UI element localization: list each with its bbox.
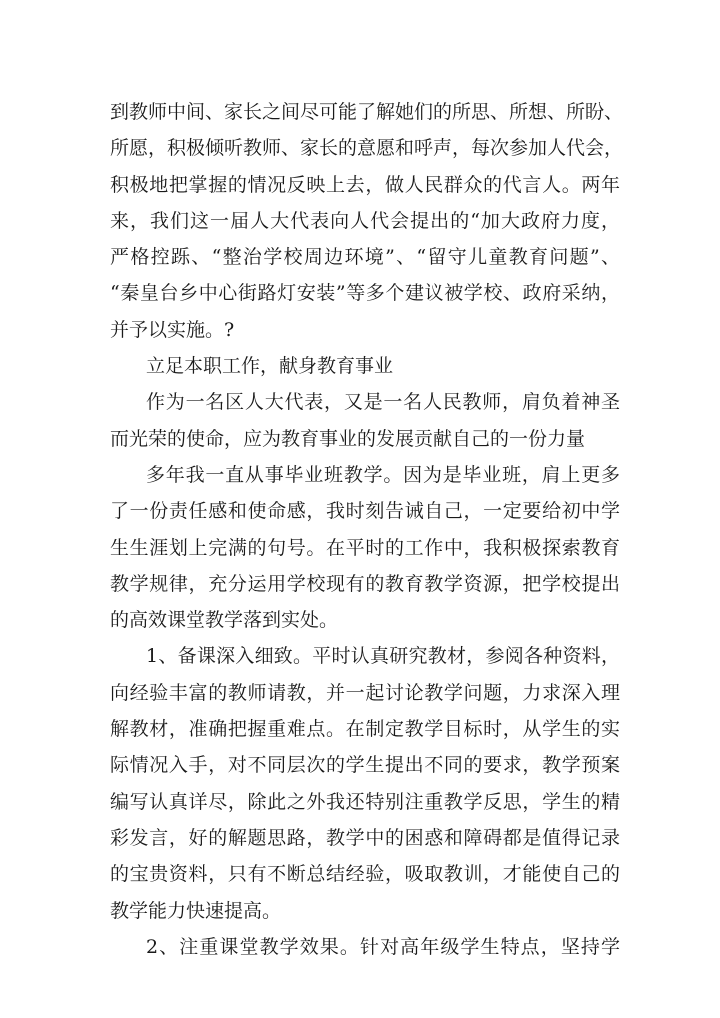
paragraph-line: 彩发言，好的解题思路，教学中的困惑和障碍都是值得记录 [110, 826, 620, 849]
paragraph-line: 教学能力快速提高。 [110, 899, 282, 922]
document-page [110, 94, 624, 965]
section-heading: 立足本职工作，献身教育事业 [146, 355, 394, 378]
paragraph-line: 教学规律，充分运用学校现有的教育教学资源，把学校提出 [110, 572, 620, 595]
paragraph-line: 编写认真详尽，除此之外我还特别注重教学反思，学生的精 [110, 790, 620, 813]
paragraph-line: 向经验丰富的教师请教，并一起讨论教学问题，力求深入理 [110, 681, 620, 704]
paragraph-line: 1、备课深入细致。平时认真研究教材，参阅各种资料， [146, 645, 620, 668]
paragraph-line: 而光荣的使命，应为教育事业的发展贡献自己的一份力量 [110, 427, 586, 450]
paragraph-line: 的宝贵资料，只有不断总结经验，吸取教训，才能使自己的 [110, 863, 620, 886]
paragraph-line: 来，我们这一届人大代表向人代会提出的“加大政府力度， [110, 209, 620, 232]
paragraph-line: 到教师中间、家长之间尽可能了解她们的所思、所想、所盼、 [110, 101, 624, 123]
paragraph-line: “秦皇台乡中心街路灯安装”等多个建议被学校、政府采纳， [110, 282, 620, 305]
paragraph-line: 作为一名区人大代表，又是一名人民教师，肩负着神圣 [146, 391, 620, 414]
paragraph-line: 的高效课堂教学落到实处。 [110, 609, 339, 632]
paragraph-line: 解教材，准确把握重难点。在制定教学目标时，从学生的实 [110, 718, 620, 741]
paragraph-line: 并予以实施。? [110, 318, 235, 341]
paragraph-line: 多年我一直从事毕业班教学。因为是毕业班，肩上更多 [146, 463, 620, 486]
paragraph-line: 际情况入手，对不同层次的学生提出不同的要求，教学预案 [110, 754, 620, 777]
paragraph-line: 所愿，积极倾听教师、家长的意愿和呼声，每次参加人代会， [110, 137, 624, 160]
paragraph-line: 了一份责任感和使命感，我时刻告诫自己，一定要给初中学 [110, 500, 620, 523]
paragraph-line: 积极地把掌握的情况反映上去，做人民群众的代言人。两年 [110, 173, 620, 196]
paragraph-line: 严格控跞、“整治学校周边环境”、“留守儿童教育问题”、 [110, 246, 620, 269]
paragraph-line: 2、注重课堂教学效果。针对高年级学生特点，坚持学 [146, 935, 620, 958]
paragraph-line: 生生涯划上完满的句号。在平时的工作中，我积极探索教育 [110, 536, 620, 559]
